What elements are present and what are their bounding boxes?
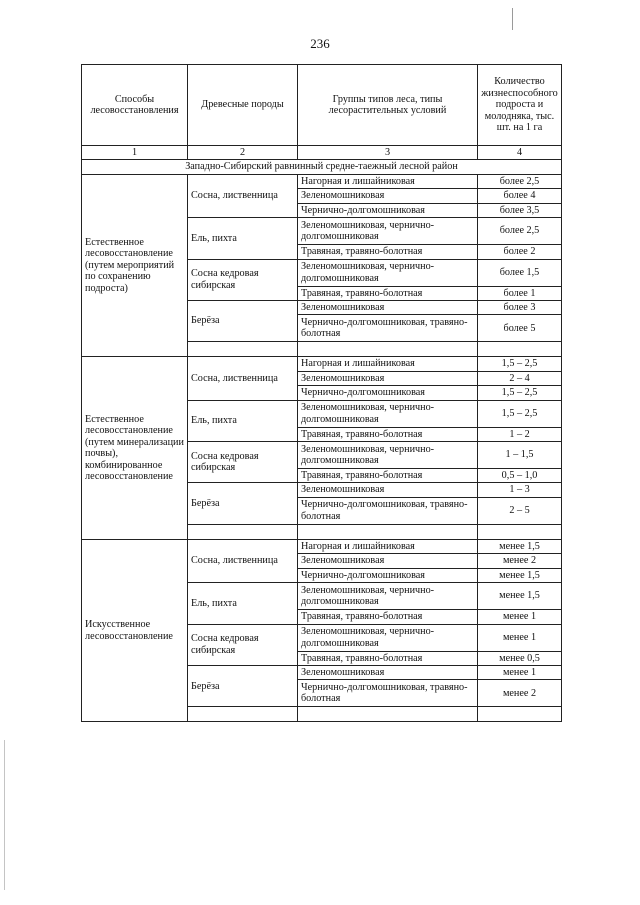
species-cell: Сосна, лиственница <box>188 357 298 400</box>
count-cell: менее 1 <box>478 610 562 624</box>
spacer-cell <box>298 524 478 539</box>
forest-group-cell: Чернично-долгомошниковая <box>298 568 478 582</box>
forest-group-cell: Зеленомошниковая, чернично-долгомошниковая <box>298 624 478 651</box>
header-forest-groups: Группы типов леса, типы лесорастительных условий <box>298 65 478 146</box>
species-cell: Сосна, лиственница <box>188 539 298 582</box>
forest-group-cell: Нагорная и лишайниковая <box>298 539 478 553</box>
spacer-cell <box>188 524 298 539</box>
count-cell: 1,5 – 2,5 <box>478 357 562 371</box>
count-cell: более 2,5 <box>478 218 562 245</box>
header-undergrowth-count: Количество жизнеспособного подроста и молодняка, тыс. шт. на 1 га <box>478 65 562 146</box>
column-number: 4 <box>478 146 562 160</box>
count-cell: 2 – 4 <box>478 371 562 385</box>
species-cell: Ель, пихта <box>188 400 298 441</box>
forest-group-cell: Зеленомошниковая <box>298 371 478 385</box>
forest-group-cell: Зеленомошниковая, чернично-долгомошниковая <box>298 259 478 286</box>
forest-group-cell: Травяная, травяно-болотная <box>298 427 478 441</box>
species-cell: Берёза <box>188 666 298 707</box>
forest-group-cell: Чернично-долгомошниковая, травяно-болотная <box>298 315 478 342</box>
scan-edge-mark <box>4 740 5 890</box>
forest-group-cell: Травяная, травяно-болотная <box>298 651 478 665</box>
table-body <box>82 174 562 722</box>
reforestation-table <box>81 64 562 722</box>
count-cell: более 3 <box>478 300 562 314</box>
forest-group-cell: Зеленомошниковая, чернично-долгомошниковая <box>298 218 478 245</box>
region-title: Западно-Сибирский равнинный средне-таежный лесной район <box>82 160 562 174</box>
forest-group-cell: Чернично-долгомошниковая <box>298 386 478 400</box>
species-cell: Сосна кедровая сибирская <box>188 624 298 665</box>
count-cell: менее 1 <box>478 666 562 680</box>
count-cell: более 2,5 <box>478 174 562 188</box>
table-row <box>82 357 562 371</box>
count-cell: 2 – 5 <box>478 497 562 524</box>
species-cell: Сосна кедровая сибирская <box>188 259 298 300</box>
spacer-cell <box>478 707 562 722</box>
species-cell: Ель, пихта <box>188 218 298 259</box>
forest-group-cell: Травяная, травяно-болотная <box>298 469 478 483</box>
scan-edge-mark <box>512 8 513 30</box>
table-row <box>82 539 562 553</box>
species-cell: Берёза <box>188 300 298 341</box>
forest-group-cell: Зеленомошниковая <box>298 189 478 203</box>
count-cell: менее 2 <box>478 554 562 568</box>
method-cell: Искусственное лесовосстановление <box>82 539 188 722</box>
column-number: 3 <box>298 146 478 160</box>
forest-group-cell: Чернично-долгомошниковая <box>298 203 478 217</box>
forest-group-cell: Нагорная и лишайниковая <box>298 357 478 371</box>
forest-group-cell: Нагорная и лишайниковая <box>298 174 478 188</box>
species-cell: Сосна кедровая сибирская <box>188 442 298 483</box>
forest-group-cell: Зеленомошниковая, чернично-долгомошниковая <box>298 442 478 469</box>
spacer-cell <box>478 342 562 357</box>
count-cell: менее 1,5 <box>478 583 562 610</box>
method-cell: Естественное лесовосстановление (путем мероприятий по сохранению подроста) <box>82 174 188 357</box>
species-cell: Сосна, лиственница <box>188 174 298 217</box>
column-number: 2 <box>188 146 298 160</box>
table-row <box>82 174 562 188</box>
header-species: Древесные породы <box>188 65 298 146</box>
species-cell: Ель, пихта <box>188 583 298 624</box>
spacer-cell <box>478 524 562 539</box>
forest-group-cell: Травяная, травяно-болотная <box>298 286 478 300</box>
count-cell: 0,5 – 1,0 <box>478 469 562 483</box>
forest-group-cell: Зеленомошниковая <box>298 483 478 497</box>
species-cell: Берёза <box>188 483 298 524</box>
spacer-cell <box>298 342 478 357</box>
forest-group-cell: Зеленомошниковая <box>298 300 478 314</box>
forest-group-cell: Зеленомошниковая <box>298 554 478 568</box>
forest-group-cell: Травяная, травяно-болотная <box>298 610 478 624</box>
count-cell: менее 0,5 <box>478 651 562 665</box>
count-cell: 1 – 1,5 <box>478 442 562 469</box>
spacer-cell <box>298 707 478 722</box>
spacer-cell <box>188 342 298 357</box>
count-cell: менее 1 <box>478 624 562 651</box>
count-cell: менее 1,5 <box>478 568 562 582</box>
method-cell: Естественное лесовосстановление (путем минерализации почвы), комбинированное лесовосстановление <box>82 357 188 540</box>
spacer-cell <box>188 707 298 722</box>
count-cell: менее 1,5 <box>478 539 562 553</box>
forest-group-cell: Зеленомошниковая, чернично-долгомошниковая <box>298 583 478 610</box>
count-cell: более 3,5 <box>478 203 562 217</box>
count-cell: 1 – 3 <box>478 483 562 497</box>
count-cell: более 1,5 <box>478 259 562 286</box>
forest-group-cell: Зеленомошниковая, чернично-долгомошниковая <box>298 400 478 427</box>
count-cell: 1 – 2 <box>478 427 562 441</box>
count-cell: менее 2 <box>478 680 562 707</box>
count-cell: 1,5 – 2,5 <box>478 400 562 427</box>
count-cell: более 1 <box>478 286 562 300</box>
count-cell: более 5 <box>478 315 562 342</box>
forest-group-cell: Чернично-долгомошниковая, травяно-болотная <box>298 497 478 524</box>
forest-group-cell: Травяная, травяно-болотная <box>298 245 478 259</box>
forest-group-cell: Чернично-долгомошниковая, травяно-болотная <box>298 680 478 707</box>
count-cell: более 2 <box>478 245 562 259</box>
count-cell: более 4 <box>478 189 562 203</box>
count-cell: 1,5 – 2,5 <box>478 386 562 400</box>
header-methods: Способы лесовосстановления <box>82 65 188 146</box>
column-number: 1 <box>82 146 188 160</box>
page-number: 236 <box>310 36 330 51</box>
forest-group-cell: Зеленомошниковая <box>298 666 478 680</box>
